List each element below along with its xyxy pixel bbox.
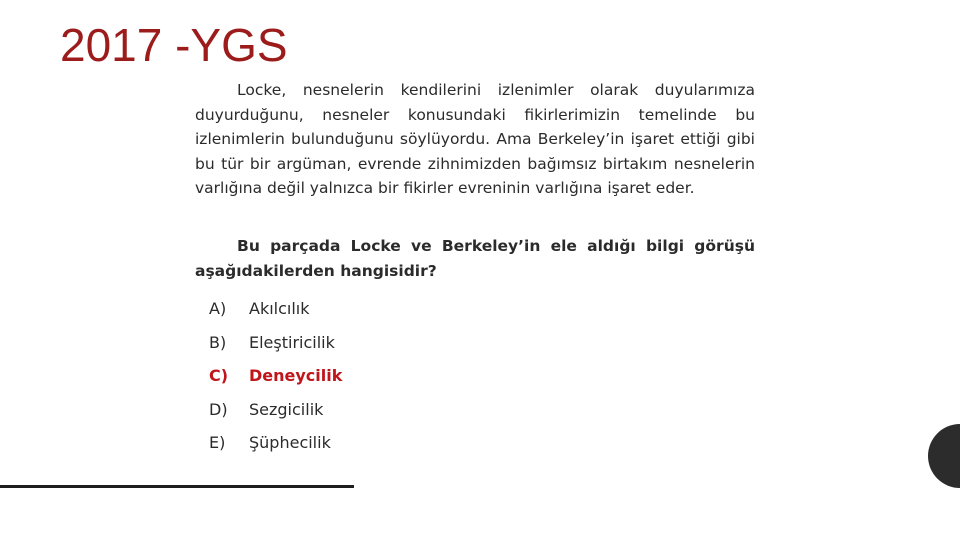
option-letter: E) [209, 433, 226, 453]
passage-text: Locke, nesnelerin kendilerini izlenimler olarak duyularımıza duyurduğunu, nesneler konusundaki fikirlerimizin temelinde bu izlenimlerin bulunduğunu söylüyordu. Ama Berkeley’in işaret ettiği gibi bu tür bir argüman, evrende zihnimizden bağımsız birtakım nesnelerin varlığına değil yalnızca bir fikirler evreninin varlığına işaret eder. [195, 81, 755, 197]
decorative-divider [0, 485, 354, 488]
option-label: Eleştiricilik [249, 332, 335, 352]
option-b[interactable] [209, 326, 342, 360]
option-label: Akılcılık [249, 299, 310, 319]
option-letter: B) [209, 332, 227, 352]
option-label: Sezgicilik [249, 399, 324, 419]
question-text: Bu parçada Locke ve Berkeley’in ele aldığı bilgi görüşü aşağıdakilerden hangisidir? [195, 237, 755, 280]
option-a[interactable] [209, 292, 342, 326]
option-d[interactable] [209, 393, 342, 427]
option-e[interactable] [209, 426, 342, 460]
option-letter: A) [209, 299, 227, 319]
option-label: Şüphecilik [249, 433, 331, 453]
option-c-correct[interactable] [209, 359, 342, 393]
option-label: Deneycilik [249, 366, 343, 386]
option-letter: C) [209, 366, 229, 386]
answer-options [209, 292, 342, 460]
slide-title: 2017 -YGS [60, 19, 288, 71]
option-letter: D) [209, 399, 228, 419]
decorative-circle [928, 424, 960, 488]
